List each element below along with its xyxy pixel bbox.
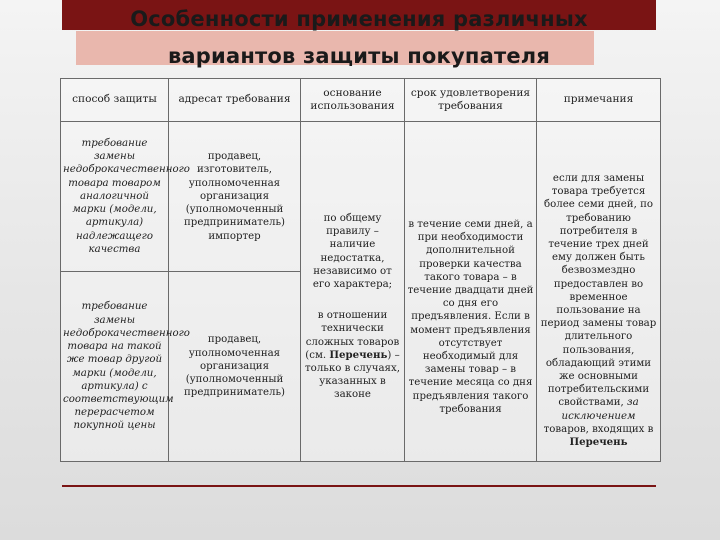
header-notes: примечания — [537, 79, 661, 122]
table-header-row — [61, 79, 661, 122]
notes-list-link: Перечень — [569, 436, 628, 449]
notes-cell — [537, 122, 661, 462]
title-line-2: вариантов защиты покупателя — [167, 44, 551, 68]
basis-cell — [301, 122, 405, 462]
notes-exception: за исключением — [561, 397, 639, 422]
header-term: срок удовлетворения требования — [405, 79, 537, 122]
header-method: способ защиты — [61, 79, 169, 122]
protection-table — [60, 78, 661, 462]
basis-technical — [303, 309, 402, 401]
basis-list-link: Перечень — [329, 348, 388, 361]
footer-divider — [62, 485, 656, 487]
basis-technical-text-a: в отношении технически сложных товаров (см. — [305, 310, 400, 361]
notes-items: товаров, входящих в — [543, 423, 654, 435]
table-row — [61, 122, 661, 272]
header-addressee: адресат требования — [169, 79, 301, 122]
row2-method: требование замены недоброкачественного товара на такой же товар другой марки (модели, артикула) с соответствующим перерасчетом покупной цены — [61, 272, 169, 462]
page-title — [62, 2, 656, 73]
row2-addressee: продавец, уполномоченная организация (уполномоченный предприниматель) — [169, 272, 301, 462]
basis-technical-text-b: ) – только в случаях, указанных в законе — [305, 349, 400, 401]
row1-addressee: продавец, изготовитель, уполномоченная организация (уполномоченный предприниматель) импортер — [169, 122, 301, 272]
notes-text: если для замены товара требуется более семи дней, по требованию потребителя в течение трех дней ему должен быть безвозмездно предоставлен во временное пользование на период замены товар длительного пользования, обладающий этими же основными потребительскими свойствами, — [540, 173, 657, 409]
term-cell: в течение семи дней, а при необходимости дополнительной проверки качества такого товара – в течение двадцати дней со дня его предъявления. Если в момент предъявления отсутствует необходимый для замены товар – в течение месяца со дня предъявления такого требования — [405, 122, 537, 462]
title-line-1: Особенности применения различных — [130, 7, 588, 31]
header-basis: основание использования — [301, 79, 405, 122]
basis-general: по общему правилу – наличие недостатка, независимо от его характера; — [312, 213, 393, 291]
row1-method: требование замены недоброкачественного товара товаром аналогичной марки (модели, артикула) надлежащего качества — [61, 122, 169, 272]
